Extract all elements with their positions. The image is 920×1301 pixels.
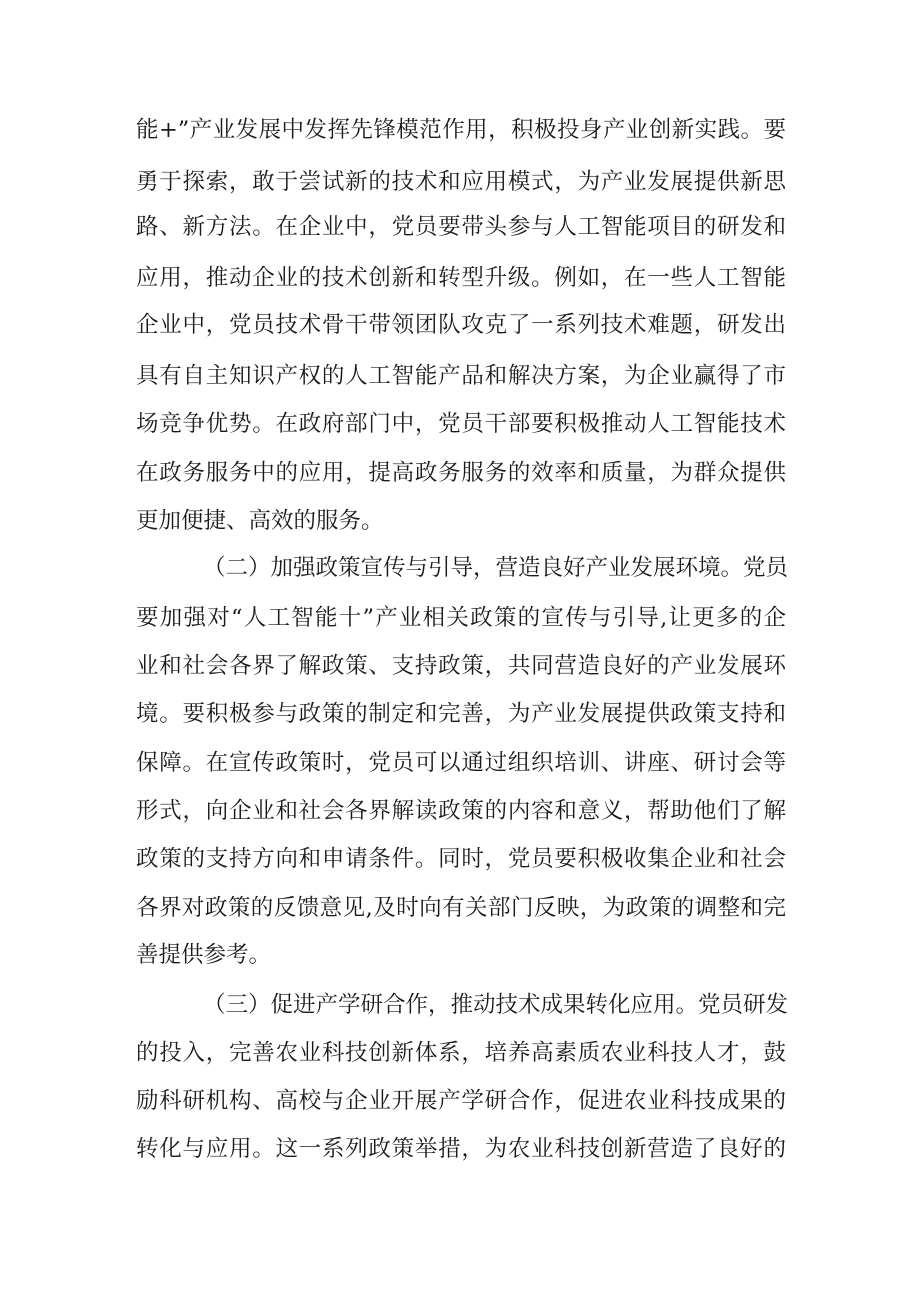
paragraph-3-line-3: 励科研机构、高校与企业开展产学研合作，促进农业科技成果的 (136, 1088, 786, 1114)
paragraph-2-line-5: 保障。在宣传政策时，党员可以通过组织培训、讲座、研讨会等 (136, 750, 786, 776)
paragraph-1-line-1: 能+”产业发展中发挥先锋模范作用，积极投身产业创新实践。要 (136, 117, 786, 143)
paragraph-2-line-3: 业和社会各界了解政策、支持政策，共同营造良好的产业发展环 (136, 653, 786, 679)
paragraph-1-line-3: 路、新方法。在企业中，党员要带头参与人工智能项目的研发和 (136, 214, 786, 240)
paragraph-1-line-5: 企业中，党员技术骨干带领团队攻克了一系列技术难题，研发出 (136, 312, 786, 338)
paragraph-1-line-2: 勇于探索，敢于尝试新的技术和应用模式，为产业发展提供新思 (136, 169, 786, 195)
paragraph-1-line-4: 应用，推动企业的技术创新和转型升级。例如，在一些人工智能 (136, 265, 786, 291)
paragraph-1-line-8: 在政务服务中的应用，提高政务服务的效率和质量，为群众提供 (136, 460, 786, 486)
paragraph-2-line-1: （二）加强政策宣传与引导，营造良好产业发展环境。党员 (203, 555, 789, 581)
paragraph-2-line-7: 政策的支持方向和申请条件。同时，党员要积极收集企业和社会 (136, 846, 786, 872)
paragraph-1-line-7: 场竞争优势。在政府部门中，党员干部要积极推动人工智能技术 (136, 411, 786, 437)
paragraph-2-line-2: 要加强对“人工智能十”产业相关政策的宣传与引导,让更多的企 (136, 605, 786, 631)
paragraph-1-line-6: 具有自主知识产权的人工智能产品和解决方案，为企业赢得了市 (136, 363, 786, 389)
paragraph-3-line-2: 的投入，完善农业科技创新体系，培养高素质农业科技人才，鼓 (136, 1040, 786, 1066)
paragraph-3-line-1: （三）促进产学研合作，推动技术成果转化应用。党员研发 (203, 992, 789, 1018)
paragraph-1-line-9: 更加便捷、高效的服务。 (136, 508, 384, 534)
paragraph-2-line-9: 善提供参考。 (136, 942, 272, 968)
paragraph-2-line-8: 各界对政策的反馈意见,及时向有关部门反映，为政策的调整和完 (136, 895, 786, 921)
paragraph-2-line-6: 形式，向企业和社会各界解读政策的内容和意义，帮助他们了解 (136, 798, 786, 824)
paragraph-3-line-4: 转化与应用。这一系列政策举措，为农业科技创新营造了良好的 (136, 1136, 786, 1162)
paragraph-2-line-4: 境。要积极参与政策的制定和完善，为产业发展提供政策支持和 (136, 701, 786, 727)
